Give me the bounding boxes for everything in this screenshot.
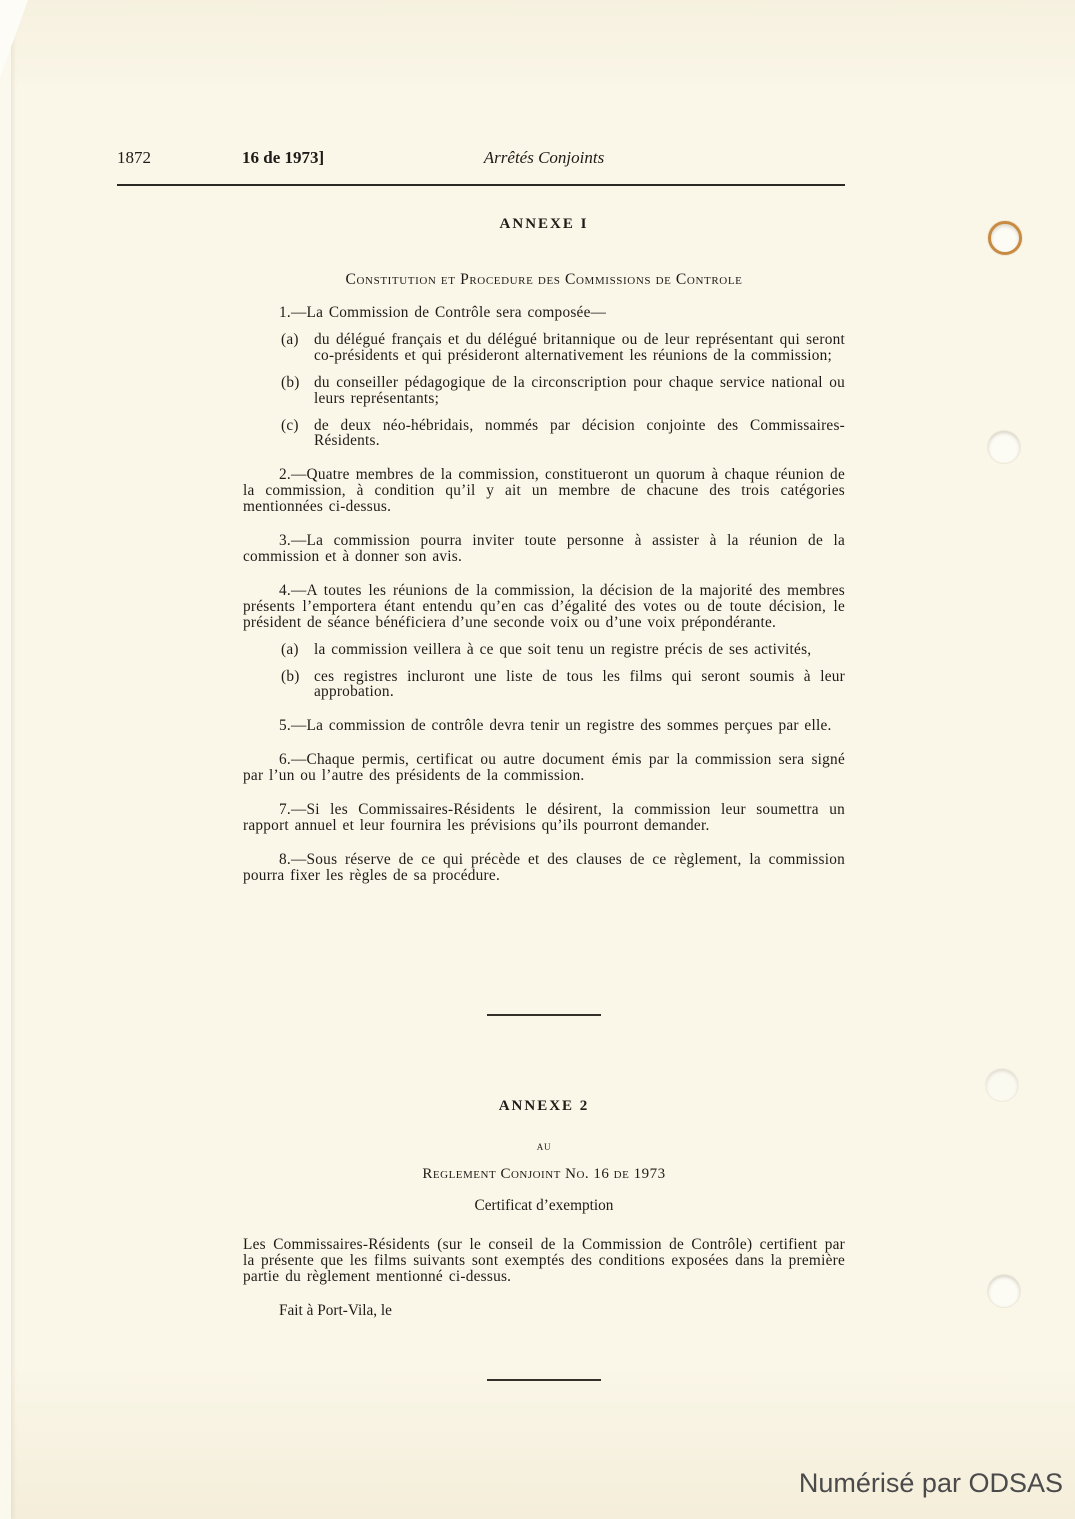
item-text: ces registres incluront une liste de tous les films qui seront soumis à leur approbation.	[314, 667, 845, 701]
page-header	[0, 148, 1075, 174]
item-text: la commission veillera à ce que soit tenu un registre précis de ses activités,	[314, 640, 812, 658]
list-4-item-b	[243, 669, 845, 701]
annexe2-title: ANNEXE 2	[498, 1098, 590, 1114]
annexe2-body: Les Commissaires-Résidents (sur le conseil de la Commission de Contrôle) certifient par la présente que les films suivants sont exemptés des conditions exposées dans la première partie du règlement mentionné ci-dessus.	[243, 1236, 845, 1286]
item-text: du conseiller pédagogique de la circonscription pour chaque service national ou leurs représentants;	[314, 373, 845, 407]
annexe1-section	[243, 204, 845, 884]
annexe2-subtitle: Certificat d’exemption	[474, 1197, 614, 1214]
paragraph-2: 2.—Quatre membres de la commission, constitueront un quorum à chaque réunion de la commission, à condition qu’il y ait un membre de chacune des trois catégories mentionnées ci-dessus.	[243, 466, 845, 516]
paragraph-7: 7.—Si les Commissaires-Résidents le désirent, la commission leur soumettra un rapport annuel et leur fournira les prévisions qu’ils pourront demander.	[243, 801, 845, 834]
list-1-item-c	[243, 418, 845, 450]
item-label: (a)	[281, 330, 299, 348]
item-label: (b)	[281, 667, 300, 685]
annexe2-section	[243, 1094, 845, 1320]
journal-title: Arrêtés Conjoints	[483, 148, 605, 167]
paragraph-8: 8.—Sous réserve de ce qui précède et des clauses de ce règlement, la commission pourra fixer les règles de sa procédure.	[243, 850, 845, 884]
paragraph-5: 5.—La commission de contrôle devra tenir un registre des sommes perçues par elle.	[279, 717, 832, 735]
scan-watermark: Numérisé par ODSAS	[798, 1468, 1063, 1498]
punch-hole-4	[988, 1275, 1020, 1307]
item-text: du délégué français et du délégué britannique ou de leur représentant qui seront co-présidents et qui présideront alternativement les réunions de la commission;	[314, 330, 845, 364]
issue-reference: 16 de 1973]	[242, 148, 325, 167]
page-number: 1872	[117, 148, 151, 167]
punch-hole-2	[988, 431, 1020, 463]
paragraph-1-intro: 1.—La Commission de Contrôle sera composée—	[279, 304, 607, 321]
scan-edge-left	[0, 0, 11, 1519]
section-divider-2	[487, 1379, 601, 1381]
annexe2-reglement: Reglement Conjoint No. 16 de 1973	[422, 1166, 666, 1182]
item-label: (b)	[281, 373, 300, 391]
item-text: de deux néo-hébridais, nommés par décision conjointe des Commissaires-Résidents.	[314, 416, 845, 450]
paragraph-4-intro: 4.—A toutes les réunions de la commission, la décision de la majorité des membres présents l’emportera étant entendu qu’en cas d’égalité des votes ou de toute décision, le président de séance bénéficiera d’une seconde voix ou d’une voix prépondérante.	[243, 581, 845, 631]
item-label: (c)	[281, 416, 299, 434]
list-1-item-a	[243, 332, 845, 364]
annexe2-au: au	[536, 1139, 552, 1153]
signature-line: Fait à Port-Vila, le	[279, 1301, 392, 1319]
paragraph-3: 3.—La commission pourra inviter toute personne à assister à la réunion de la commission et à donner son avis.	[243, 532, 845, 565]
punch-hole-1	[988, 221, 1022, 255]
list-1-item-b	[243, 375, 845, 407]
annexe1-title: ANNEXE I	[499, 216, 589, 232]
header-rule	[117, 184, 845, 186]
paragraph-6: 6.—Chaque permis, certificat ou autre document émis par la commission sera signé par l’un ou l’autre des présidents de la commission.	[243, 751, 845, 785]
punch-hole-3	[986, 1069, 1018, 1101]
list-4-item-a	[243, 642, 845, 658]
item-label: (a)	[281, 640, 299, 658]
section-divider-1	[487, 1014, 601, 1016]
annexe1-heading: Constitution et Procedure des Commissions de Controle	[345, 271, 743, 288]
